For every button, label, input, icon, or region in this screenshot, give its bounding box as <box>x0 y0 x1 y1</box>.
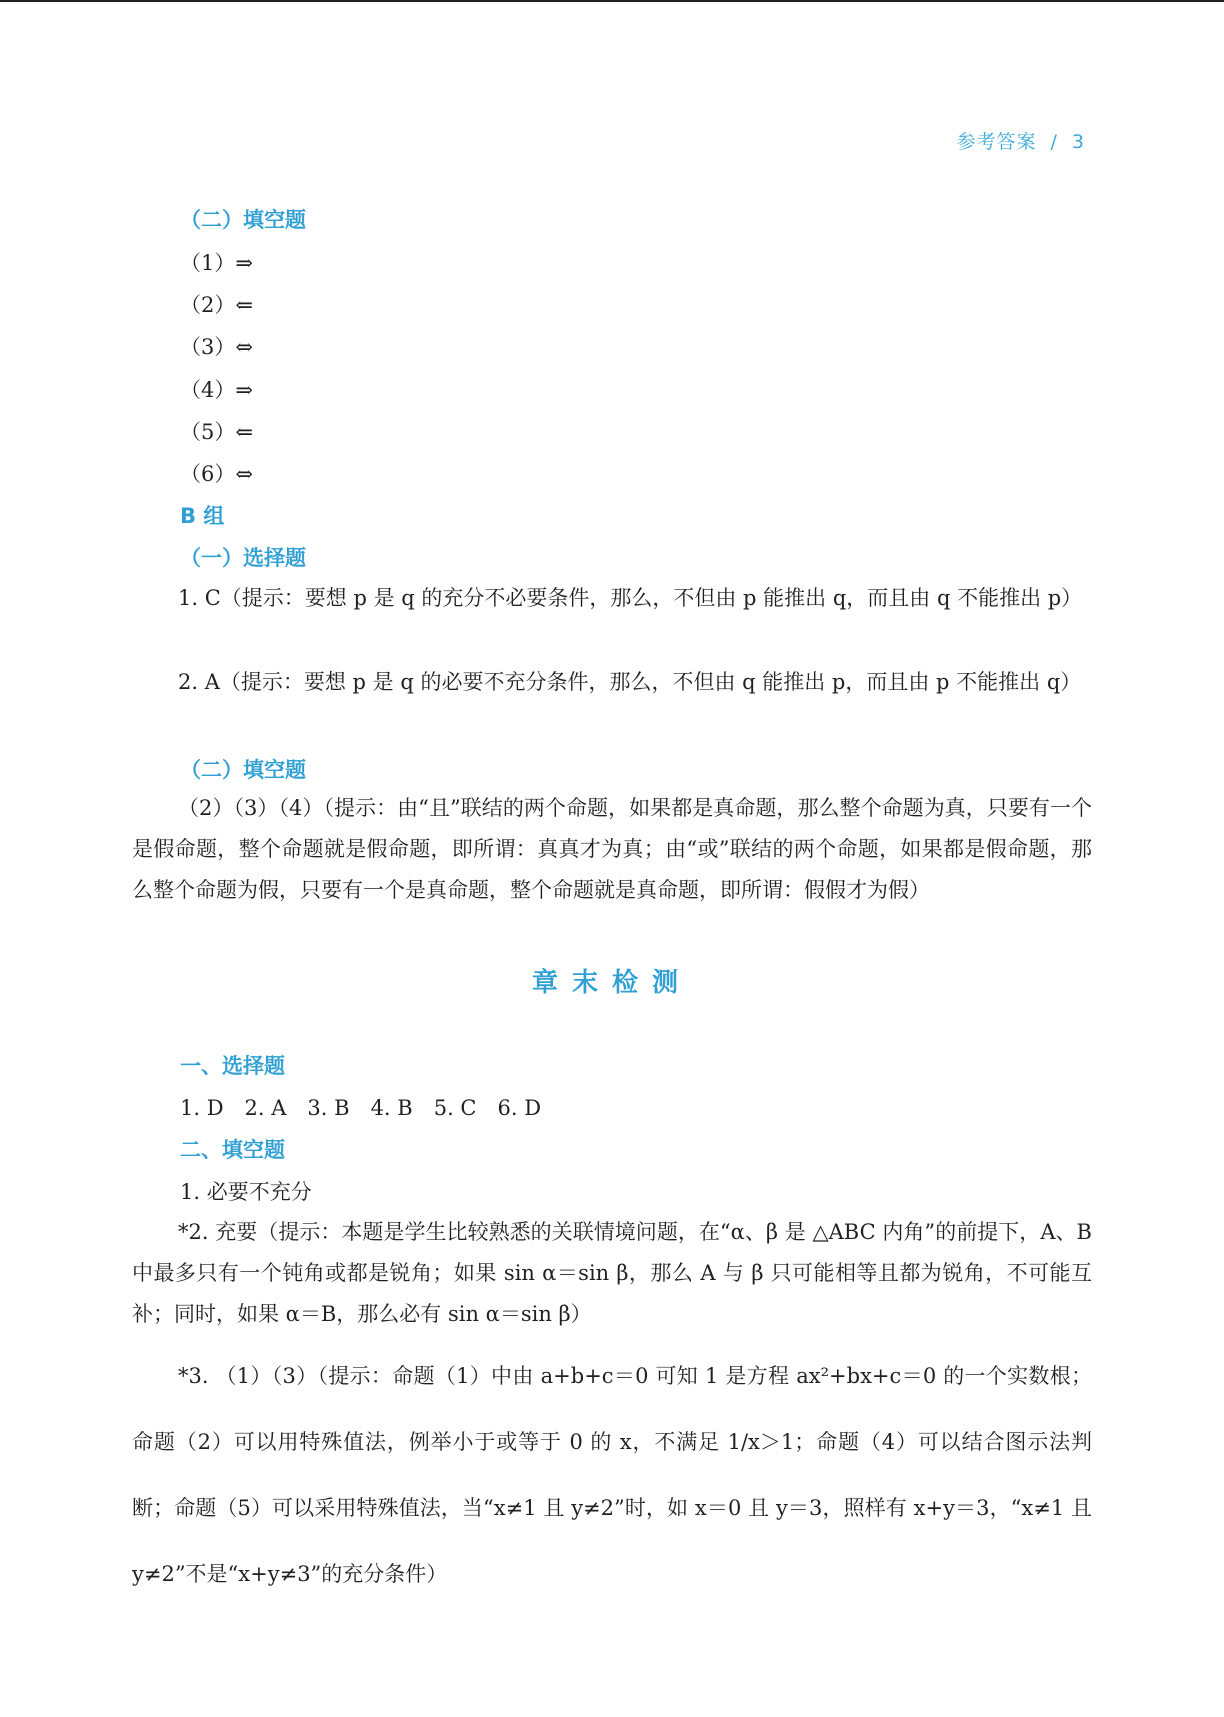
fill-answer-1: 1. 必要不充分 <box>180 1180 312 1204</box>
fill-heading-b: （二）填空题 <box>180 758 306 782</box>
fill-item: （6）⇔ <box>180 462 253 486</box>
fill-answer-2: *2. 充要（提示：本题是学生比较熟悉的关联情境问题，在“α、β 是 △ABC 内角”的前提下，A、B 中最多只有一个钝角或都是锐角；如果 sin α＝sin β，那么 A 与 β 只可能相等且都为锐角，不可能互补；同时，如果 α＝B，那么必有 sin α＝sin β） <box>132 1220 1092 1326</box>
choice-heading-b: （一）选择题 <box>180 546 306 570</box>
choice-answers-test: 1. D 2. A 3. B 4. B 5. C 6. D <box>180 1096 542 1120</box>
running-header <box>956 127 1085 154</box>
fill-item: （5）⇐ <box>180 420 253 444</box>
choice-heading-test: 一、选择题 <box>180 1054 285 1078</box>
fill-item: （2）⇐ <box>180 293 253 317</box>
fill-answer-b: （2）（3）（4）（提示：由“且”联结的两个命题，如果都是真命题，那么整个命题为真，只要有一个是假命题，整个命题就是假命题，即所谓：真真才为真；由“或”联结的两个命题，如果都是假命题，那么整个命题为假，只要有一个是真命题，整个命题就是真命题，即所谓：假假才为假） <box>132 796 1092 902</box>
fill-item: （3）⇔ <box>180 335 253 359</box>
fill-item: （4）⇒ <box>180 378 253 402</box>
chapter-test-title: 章末检测 <box>531 968 692 998</box>
fill-heading-test: 二、填空题 <box>180 1138 285 1162</box>
choice-answer-1: 1. C（提示：要想 p 是 q 的充分不必要条件，那么，不但由 p 能推出 q，而且由 q 不能推出 p） <box>178 586 1083 610</box>
fill-answer-3: *3. （1）（3）（提示：命题（1）中由 a+b+c＝0 可知 1 是方程 ax²+bx+c＝0 的一个实数根；命题（2）可以用特殊值法，例举小于或等于 0 的 x，不满足 1/x＞1；命题（4）可以结合图示法判断；命题（5）可以采用特殊值法，当“x≠1 且 y≠2”时，如 x＝0 且 y＝3，照样有 x+y＝3，“x≠1 且 y≠2”不是“x+y≠3”的充分条件） <box>132 1364 1092 1586</box>
page-number: 3 <box>1071 131 1085 153</box>
fill-item: （1）⇒ <box>180 251 253 275</box>
header-section: 参考答案 <box>956 131 1037 153</box>
header-separator: / <box>1050 131 1058 153</box>
group-b-heading: B 组 <box>180 504 225 528</box>
choice-answer-2: 2. A（提示：要想 p 是 q 的必要不充分条件，那么，不但由 q 能推出 p，而且由 p 不能推出 q） <box>178 670 1082 694</box>
top-rule <box>0 0 1224 2</box>
fill-heading-a: （二）填空题 <box>180 208 306 232</box>
